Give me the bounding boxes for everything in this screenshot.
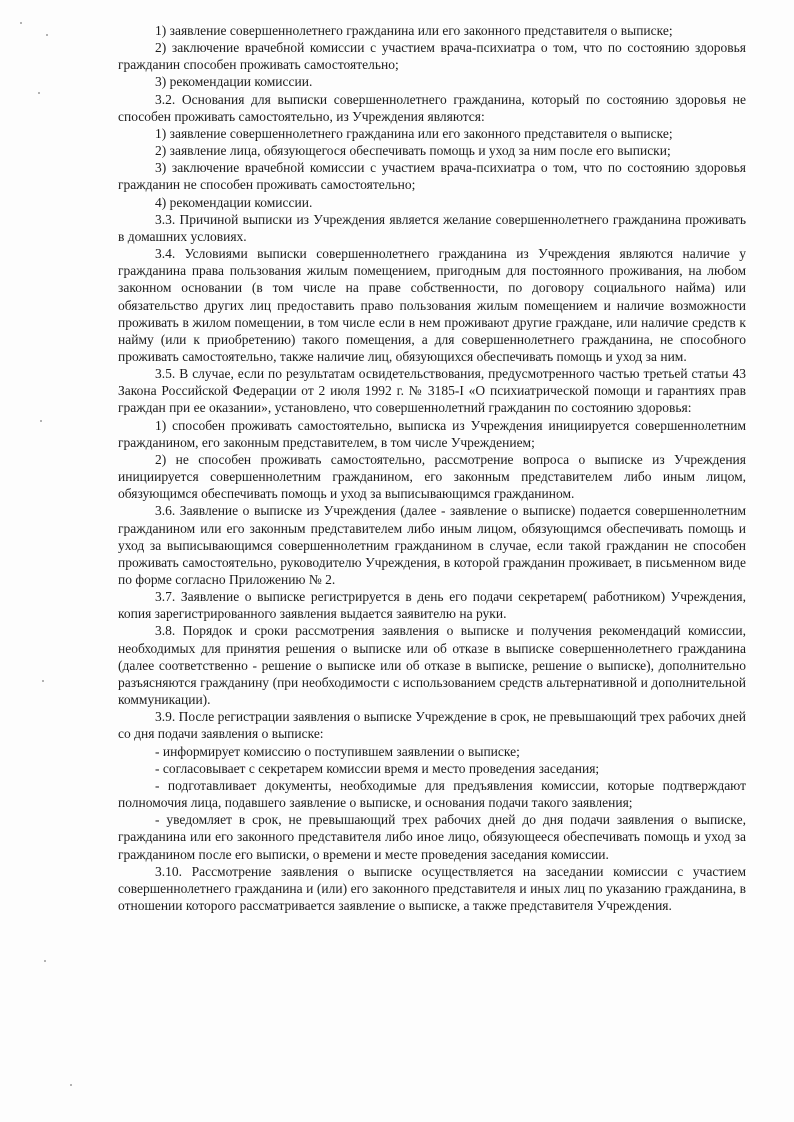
paragraph: 3.3. Причиной выписки из Учреждения является желание совершеннолетнего гражданина проживать в домашних условиях. [118,211,746,244]
paragraph: 3.6. Заявление о выписке из Учреждения (далее - заявление о выписке) подается совершеннолетним гражданином или его законным представителем либо иным лицом, обязующимся обеспечивать помощь и уход за выписывающимся совершеннолетним гражданином в случае, если такой гражданин не способен проживать самостоятельно, руководителю Учреждения, в которой гражданин проживает, в письменном виде по форме согласно Приложению № 2. [118,503,746,587]
document-body [118,22,746,914]
paragraph: 3) заключение врачебной комиссии с участием врача-психиатра о том, что по состоянию здоровья гражданин не способен проживать самостоятельно; [118,160,746,193]
scan-speck [70,1084,72,1086]
paragraph: 3.9. После регистрации заявления о выписке Учреждение в срок, не превышающий трех рабочих дней со дня подачи заявления о выписке: [118,709,746,742]
paragraph: 2) не способен проживать самостоятельно, рассмотрение вопроса о выписке из Учреждения инициируется совершеннолетним гражданином, его законным представителем либо иным лицом, обязующимся обеспечивать помощь и уход за выписывающимся гражданином. [118,451,746,502]
scan-speck [44,960,46,962]
paragraph: 2) заявление лица, обязующегося обеспечивать помощь и уход за ним после его выписки; [155,143,671,159]
scan-speck [42,680,44,682]
paragraph: - согласовывает с секретарем комиссии время и место проведения заседания; [155,760,600,776]
scan-speck [46,34,48,36]
paragraph: 3.2. Основания для выписки совершеннолетнего гражданина, который по состоянию здоровья не способен проживать самостоятельно, из Учреждения являются: [118,91,746,124]
scan-speck [20,22,22,24]
paragraph: 3.5. В случае, если по результатам освидетельствования, предусмотренного частью третьей статьи 43 Закона Российской Федерации от 2 июля 1992 г. № 3185-I «О психиатрической помощи и гарантиях прав граждан при ее оказании», установлено, что совершеннолетний гражданин по состоянию здоровья: [118,366,746,416]
paragraph: 1) заявление совершеннолетнего гражданина или его законного представителя о выписке; [155,23,673,38]
paragraph: - информирует комиссию о поступившем заявлении о выписке; [155,743,520,759]
paragraph: - подготавливает документы, необходимые для предъявления комиссии, которые подтверждают полномочия лица, подавшего заявление о выписке, и основания подачи такого заявления; [118,777,746,811]
scan-speck [38,92,40,94]
paragraph: 1) способен проживать самостоятельно, выписка из Учреждения инициируется совершеннолетним гражданином, его законным представителем, в том числе Учреждением; [118,417,746,450]
paragraph: - уведомляет в срок, не превышающий трех рабочих дней до дня подачи заявления о выписке, гражданина или его законного представителя либо иное лицо, обязующееся обеспечивать помощь и уход за гражданином после его выписки, о времени и месте проведения заседания комиссии. [118,812,746,862]
paragraph: 2) заключение врачебной комиссии с участием врача-психиатра о том, что по состоянию здоровья гражданин способен проживать самостоятельно; [118,40,746,73]
scan-speck [40,420,42,422]
paragraph: 4) рекомендации комиссии. [155,194,313,210]
paragraph: 3.7. Заявление о выписке регистрируется в день его подачи секретарем( работником) Учреждения, копия зарегистрированного заявления выдается заявителю на руки. [118,589,746,622]
paragraph: 3.10. Рассмотрение заявления о выписке осуществляется на заседании комиссии с участием совершеннолетнего гражданина и (или) его законного представителя и иных лиц по указанию гражданина, в отношении которого рассматривается заявление о выписке, а также представителя Учреждения. [118,863,746,913]
paragraph: 3.8. Порядок и сроки рассмотрения заявления о выписке и получения рекомендаций комиссии, необходимых для принятия решения о выписке или об отказе в выписке совершеннолетнего гражданина (далее соответственно - решение о выписке или об отказе в выписке, решение о выписке), дополнительно разъясняются гражданину (при необходимости с использованием средств альтернативной и дополнительной коммуникации). [118,623,746,708]
paragraph: 1) заявление совершеннолетнего гражданина или его законного представителя о выписке; [155,125,673,141]
paragraph: 3) рекомендации комиссии. [155,74,313,90]
paragraph: 3.4. Условиями выписки совершеннолетнего гражданина из Учреждения являются наличие у гражданина права пользования жилым помещением, пригодным для постоянного проживания, на любом законном основании (в том числе на праве собственности, по договору социального найма) или обязательство других лиц предоставить право пользования жилым помещением и наличие возможности проживать в жилом помещении, в том числе если в нем проживают другие граждане, или наличие средств к найму (или к приобретению) такого помещения, а для совершеннолетнего гражданина, не способного проживать самостоятельно, также наличие лиц, обязующихся обеспечивать помощь и уход за ним. [118,246,746,364]
